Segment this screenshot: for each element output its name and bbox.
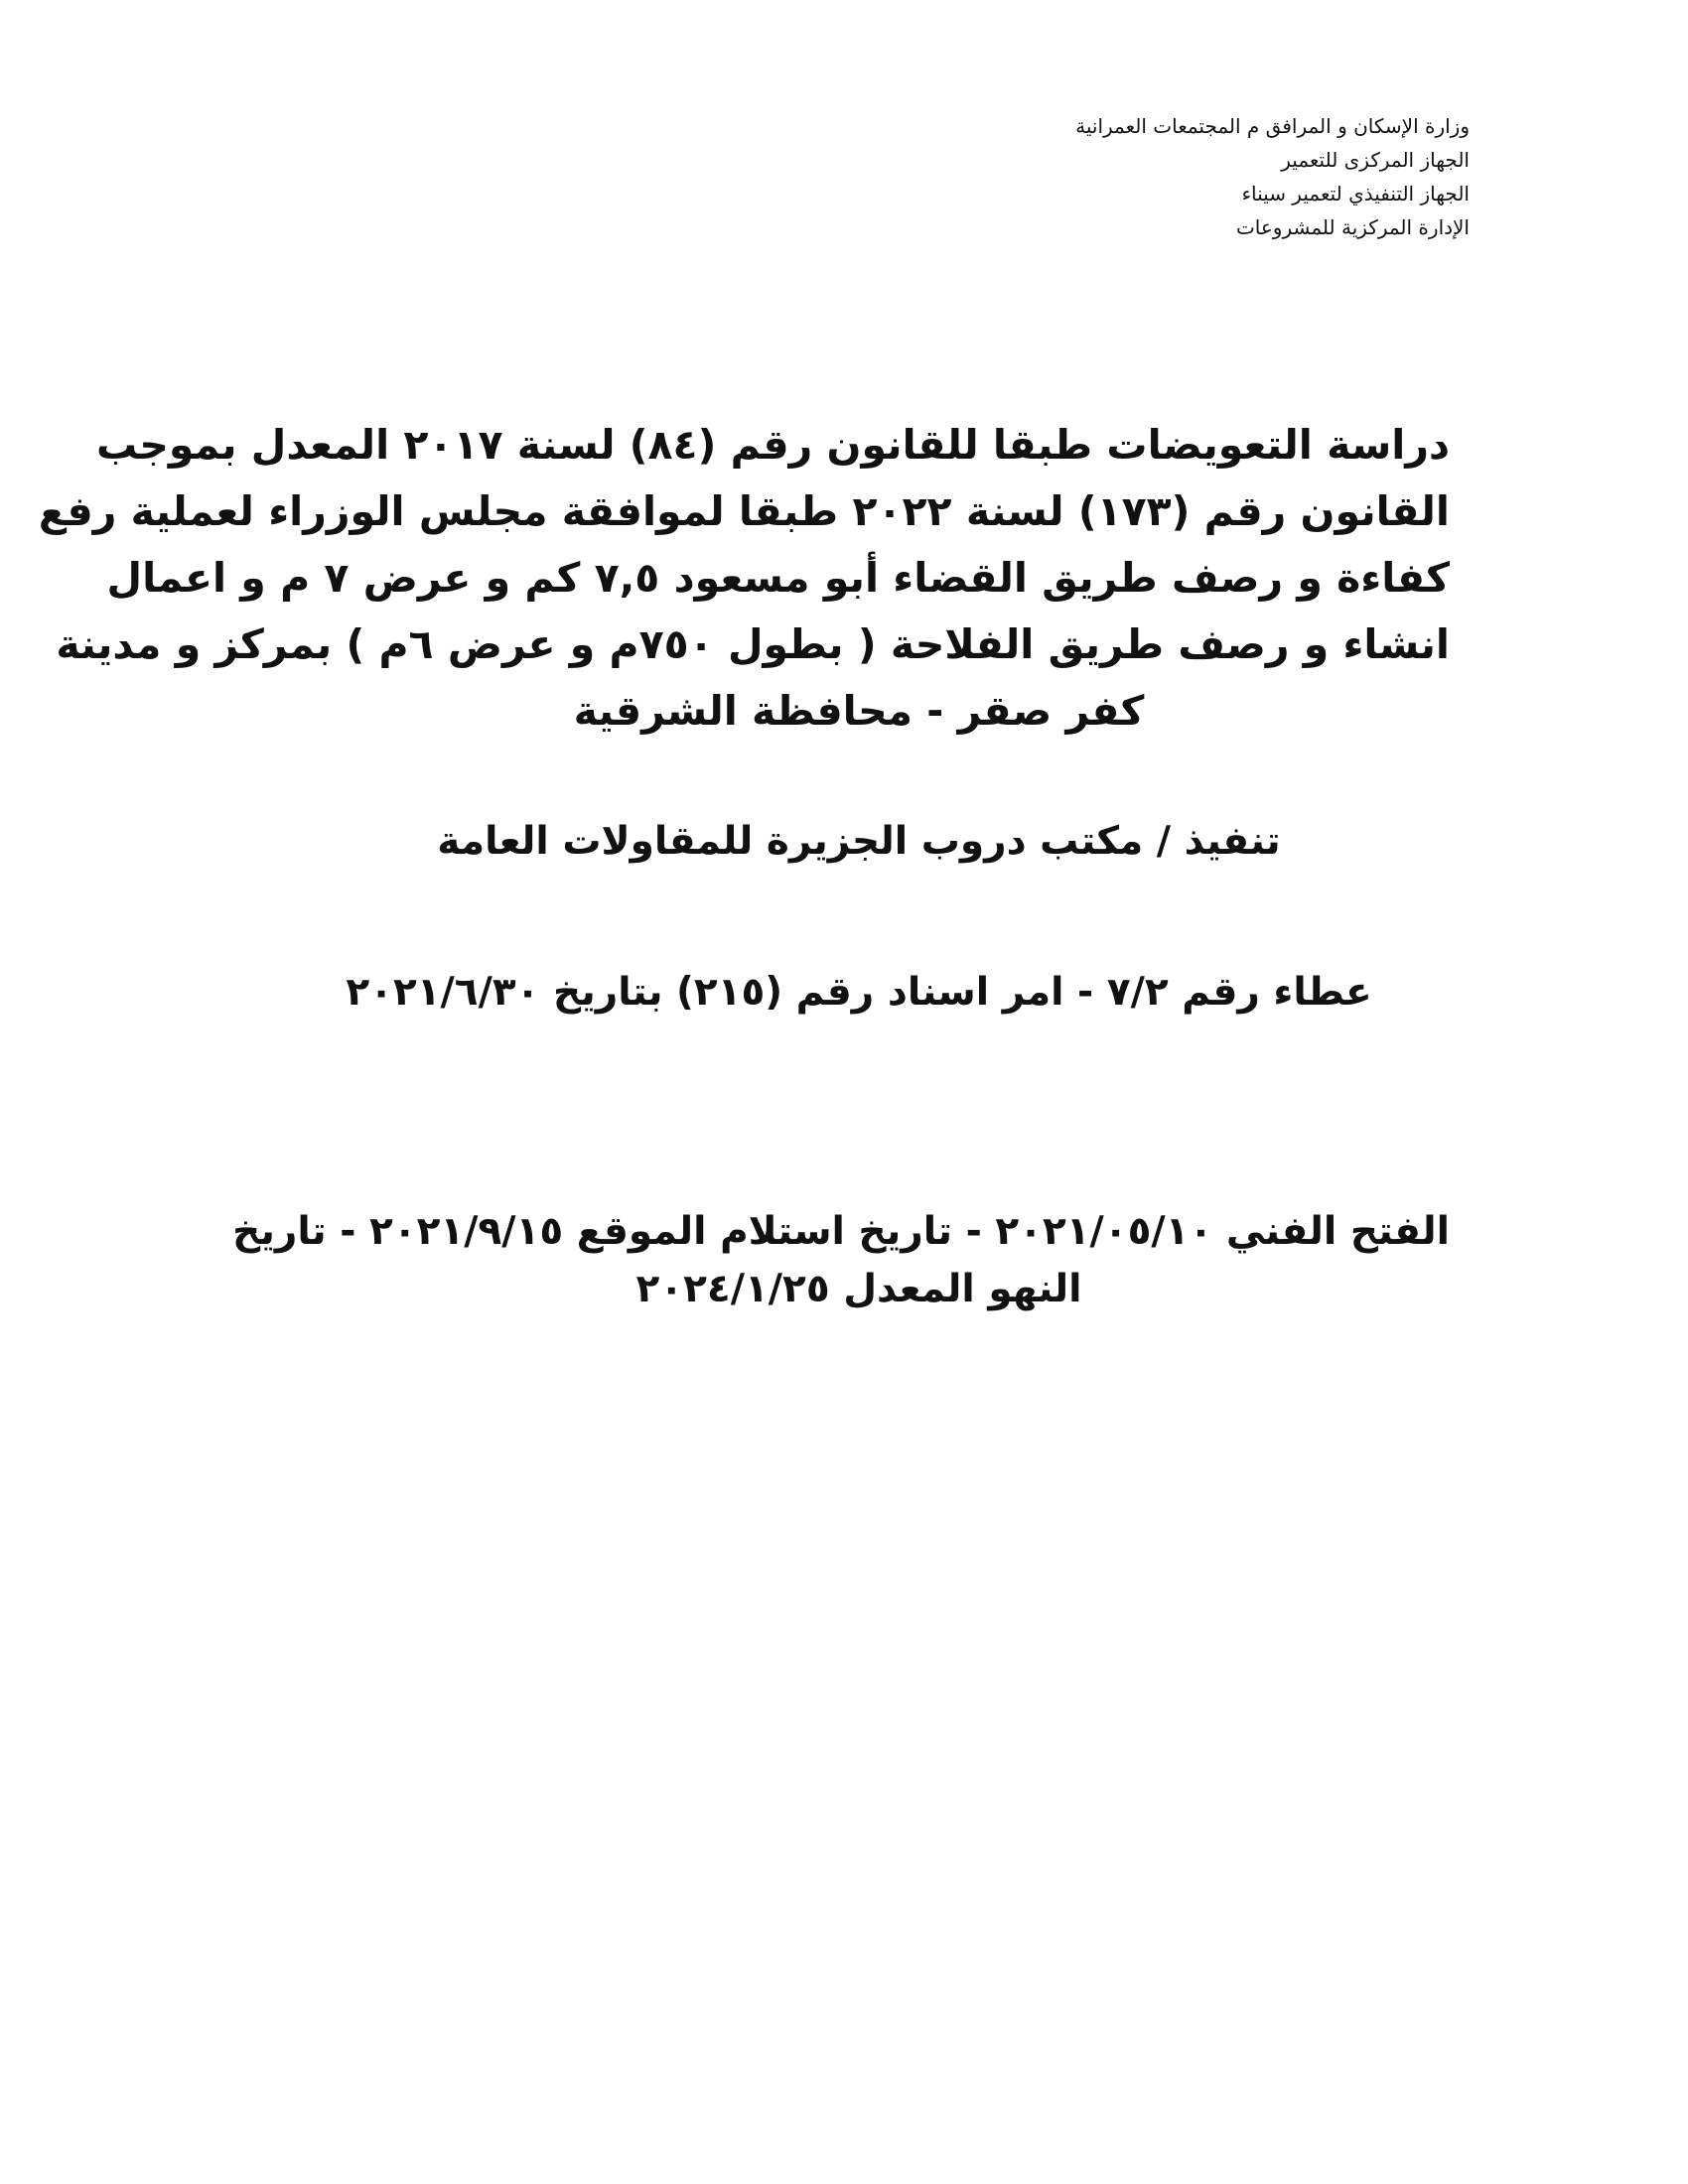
letterhead bbox=[774, 109, 1470, 244]
project-dates bbox=[232, 1203, 1450, 1318]
tender-line: عطاء رقم ٧/٢ - امر اسناد رقم (٢١٥) بتاريخ ٢٠٢١/٦/٣٠ bbox=[346, 970, 1372, 1015]
contractor-line: تنفيذ / مكتب دروب الجزيرة للمقاولات العامة bbox=[437, 819, 1281, 864]
dates-line-2: النهو المعدل ٢٠٢٤/١/٢٥ bbox=[635, 1267, 1082, 1311]
letterhead-central-agency: الجهاز المركزى للتعمير bbox=[1281, 148, 1470, 172]
title-line-4: انشاء و رصف طريق الفلاحة ( بطول ٧٥٠م و عرض ٦م ) بمركز و مدينة bbox=[56, 620, 1450, 668]
title-line-5: كفر صقر - محافظة الشرقية bbox=[573, 687, 1145, 735]
letterhead-projects-department: الإدارة المركزية للمشروعات bbox=[1235, 215, 1470, 239]
document-title bbox=[38, 412, 1450, 745]
letterhead-ministry: وزارة الإسكان و المرافق م المجتمعات العمرانية bbox=[1075, 114, 1470, 138]
dates-line-1: الفتح الفني ٢٠٢١/٠٥/١٠ - تاريخ استلام الموقع ٢٠٢١/٩/١٥ - تاريخ bbox=[232, 1209, 1450, 1254]
letterhead-executive-agency: الجهاز التنفيذي لتعمير سيناء bbox=[1241, 182, 1470, 205]
title-line-3: كفاءة و رصف طريق القضاء أبو مسعود ٧,٥ كم و عرض ٧ م و اعمال bbox=[106, 554, 1450, 602]
title-line-1: دراسة التعويضات طبقا للقانون رقم (٨٤) لسنة ٢٠١٧ المعدل بموجب bbox=[95, 421, 1450, 469]
title-line-2: القانون رقم (١٧٣) لسنة ٢٠٢٢ طبقا لموافقة مجلس الوزراء لعملية رفع bbox=[38, 487, 1450, 535]
